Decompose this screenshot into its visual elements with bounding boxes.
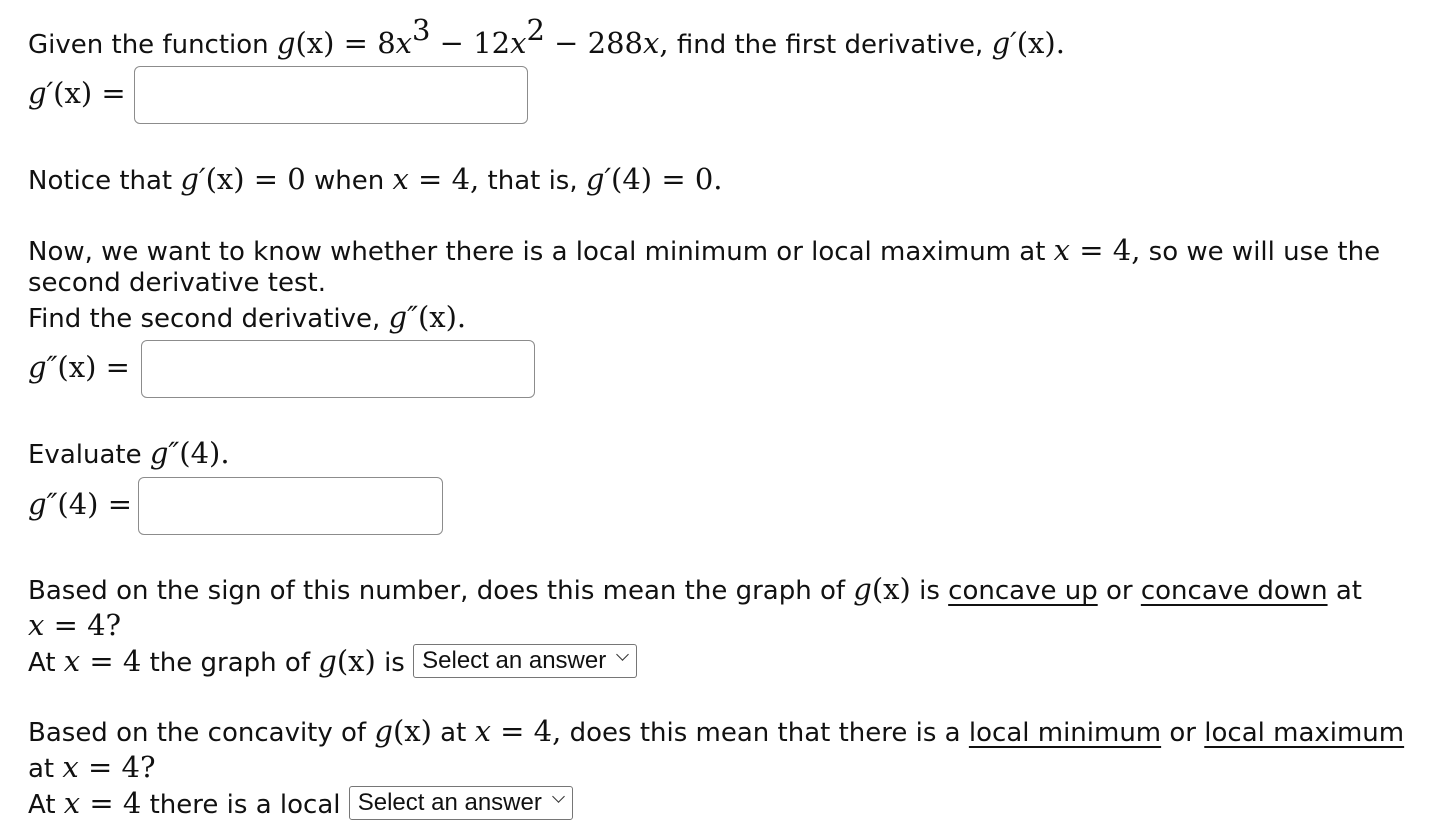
q4-line2-rest: = 4? [44, 608, 122, 642]
q5-option-local-minimum: local minimum [968, 718, 1162, 748]
notice-g1-rest: (x) = 0 [205, 162, 306, 196]
q3-prompt-text: Evaluate [28, 440, 150, 470]
chevron-down-icon [616, 648, 629, 661]
chevron-down-icon [552, 790, 565, 803]
para-line2: second derivative test. [28, 268, 326, 298]
q5-gx: (x) [392, 714, 432, 748]
notice-text-start: Notice that [28, 166, 181, 196]
q1-func-var: (x) [295, 26, 335, 60]
concavity-select-value: Select an answer [422, 646, 607, 674]
q4-at: at [1327, 576, 1362, 606]
q1-term2-exp: 2 [526, 13, 545, 47]
q1-answer-label-rest: (x) = [53, 76, 126, 110]
q1-term3-var: x [643, 26, 660, 60]
q2-deriv-var: (x) [417, 300, 457, 334]
notice-line [28, 162, 723, 198]
q4-line2 [28, 608, 121, 644]
notice-when: when [305, 166, 393, 196]
q5-at: at [431, 718, 475, 748]
q1-term1-var: x [395, 26, 413, 60]
q4-line2-x: x [28, 608, 45, 642]
q4-option-concave-up: concave up [948, 576, 1098, 606]
q2-prompt [28, 300, 466, 336]
q2-deriv-end: . [456, 300, 467, 334]
q5-answer-line [28, 786, 573, 823]
extremum-select[interactable] [349, 786, 573, 820]
q5-line2-at: at [28, 754, 63, 784]
q1-func-eq: = 8 [334, 26, 396, 60]
q2-answer-label-g: g″ [28, 350, 58, 384]
para-line1 [28, 233, 1380, 269]
q4-ans-gx: (x) [336, 644, 376, 678]
notice-x-rest: = 4, [408, 162, 480, 196]
q4-answer-line [28, 644, 637, 681]
second-derivative-input[interactable] [141, 340, 535, 398]
q3-prompt [28, 436, 230, 472]
q4-ans-mid: the graph of [141, 648, 319, 678]
q4-is: is [910, 576, 949, 606]
q2-answer-row [28, 340, 548, 400]
q4-line1-start: Based on the sign of this number, does this mean the graph of [28, 576, 854, 606]
q5-line2-rest: = 4? [78, 750, 156, 784]
para-line1-math: = 4, [1070, 233, 1141, 267]
q2-prompt-text: Find the second derivative, [28, 304, 389, 334]
q2-answer-label [28, 350, 130, 386]
q5-line1-start: Based on the concavity of [28, 718, 375, 748]
q5-ans-mid: there is a local [141, 790, 349, 820]
para-line1-end: so we will use the [1140, 237, 1381, 267]
q1-answer-label [28, 76, 126, 112]
q5-line1 [28, 714, 1404, 750]
para-line1-x: x [1053, 233, 1071, 267]
q2-answer-label-rest: (x) = [57, 350, 130, 384]
extremum-select-value: Select an answer [357, 788, 542, 816]
q4-ans-at: At [28, 648, 64, 678]
notice-x: x [392, 162, 409, 196]
q1-deriv-var: (x) [1016, 26, 1056, 60]
q1-answer-label-g: g′ [28, 76, 54, 110]
q1-deriv-name: g′ [991, 26, 1017, 60]
q3-deriv-name: g″ [149, 436, 180, 470]
q4-gx: (x) [871, 572, 911, 606]
q5-or: or [1161, 718, 1205, 748]
q5-ans-x: x [63, 786, 81, 820]
q4-ans-x: x [63, 644, 81, 678]
q3-answer-label-rest: (4) = [57, 487, 133, 521]
q4-ans-is: is [375, 648, 414, 678]
notice-g2-rest: (4) = 0. [611, 162, 723, 196]
q1-prompt-text: Given the function [28, 30, 277, 60]
q5-ans-math: = 4 [80, 786, 142, 820]
para-line1-start: Now, we want to know whether there is a local minimum or local maximum at [28, 237, 1054, 267]
q5-option-local-maximum: local maximum [1204, 718, 1405, 748]
notice-g2: g′ [585, 162, 612, 196]
second-derivative-at-4-input[interactable] [138, 477, 443, 535]
q3-answer-label [28, 487, 132, 523]
q4-g: g [853, 572, 872, 606]
q5-g: g [374, 714, 393, 748]
q5-xmath: = 4, [490, 714, 562, 748]
q1-term3-coef: − 288 [544, 26, 644, 60]
q2-deriv-name: g″ [388, 300, 418, 334]
q4-option-concave-down: concave down [1140, 576, 1328, 606]
q1-prompt [28, 13, 1065, 62]
notice-that-is: that is, [479, 166, 586, 196]
q1-func-name: g [276, 26, 296, 60]
q3-answer-row [28, 477, 448, 537]
q1-prompt-mid: find the first derivative, [668, 30, 992, 60]
first-derivative-input[interactable] [134, 66, 528, 124]
notice-g1: g′ [180, 162, 206, 196]
q1-deriv-end: . [1055, 26, 1065, 60]
q4-ans-math: = 4 [80, 644, 142, 678]
q5-line2-x: x [62, 750, 79, 784]
q5-mid: does this mean that there is a [561, 718, 969, 748]
q1-comma: , [659, 26, 669, 60]
q1-term2-coef: − 12 [430, 26, 511, 60]
q1-answer-row [28, 66, 548, 126]
q3-deriv-arg: (4). [179, 436, 230, 470]
q5-x: x [474, 714, 491, 748]
q1-term2-var: x [510, 26, 527, 60]
concavity-select[interactable] [413, 644, 637, 678]
q5-line2 [28, 750, 156, 786]
q1-term1-exp: 3 [412, 13, 431, 47]
q4-ans-g: g [318, 644, 337, 678]
q3-answer-label-g: g″ [28, 487, 58, 521]
q4-line1 [28, 572, 1362, 608]
q4-or: or [1097, 576, 1141, 606]
q5-ans-at: At [28, 790, 64, 820]
